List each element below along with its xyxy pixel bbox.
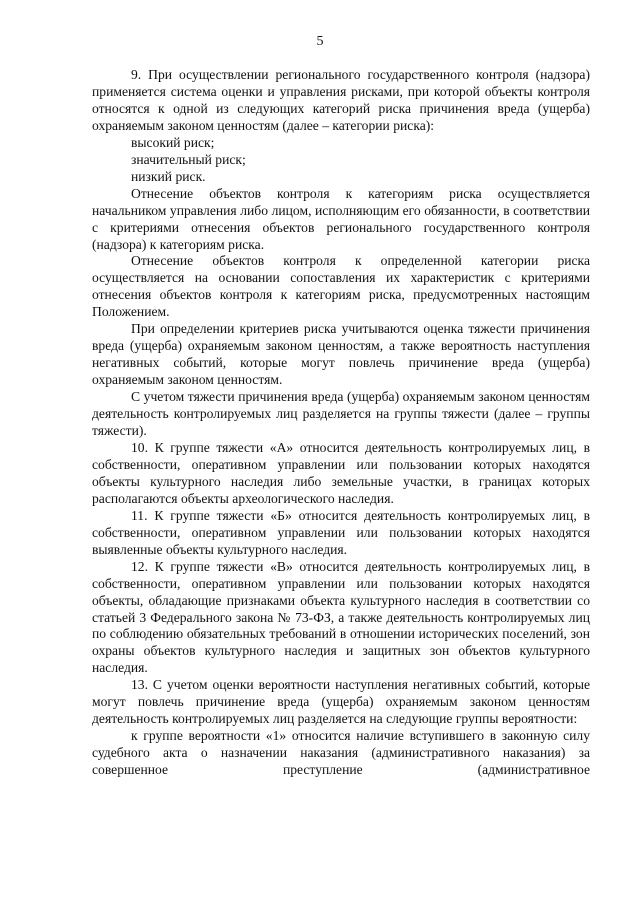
- paragraph-10-group-a: 10. К группе тяжести «А» относится деятельность контролируемых лиц, в собственности, оперативном управлении или пользовании которых находятся объекты культурного наследия либо земельные участки, в границах которых располагаются объекты археологического наследия.: [92, 439, 590, 506]
- page-number: 5: [316, 34, 324, 49]
- paragraph-12-group-v: 12. К группе тяжести «В» относится деятельность контролируемых лиц, в собственности, оперативном управлении или пользовании которых находятся объекты, обладающие признаками объекта культурного наследия в соответствии со статьей 3 Федерального закона № 73-ФЗ, а также деятельность контролируемых лиц по соблюдению обязательных требований в отношении исторических поселений, зон охраны объектов культурного наследия и защитных зон объектов культурного наследия.: [92, 558, 590, 676]
- list-item-high-risk: высокий риск;: [131, 134, 215, 150]
- paragraph-risk-criteria: При определении критериев риска учитываются оценка тяжести причинения вреда (ущерба) охраняемым законом ценностям, а также вероятность наступления негативных событий, которые могут повлечь причинение вреда (ущерба) охраняемым законом ценностям.: [92, 321, 590, 388]
- paragraph-risk-assignment: Отнесение объектов контроля к категориям риска осуществляется начальником управления либо лицом, исполняющим его обязанности, в соответствии с критериями отнесения объектов регионального государственного контроля (надзора) к категориям риска.: [92, 185, 590, 252]
- paragraph-probability-group-1: к группе вероятности «1» относится наличие вступившего в законную силу судебного акта о назначении наказания (административного наказания) за совершенное преступление (административное: [92, 728, 590, 778]
- paragraph-13-probability-groups: 13. С учетом оценки вероятности наступления негативных событий, которые могут повлечь причинение вреда (ущерба) охраняемым законом ценностям деятельность контролируемых лиц разделяется на следующие группы вероятности:: [92, 677, 590, 727]
- body-text: [92, 67, 590, 779]
- list-item-significant-risk: значительный риск;: [131, 151, 246, 167]
- paragraph-9-risk-system: 9. При осуществлении регионального государственного контроля (надзора) применяется система оценки и управления рисками, при которой объекты контроля относятся к одной из следующих категорий риска причинения вреда (ущерба) охраняемым законом ценностям (далее – категории риска):: [92, 67, 590, 133]
- list-item-low-risk: низкий риск.: [131, 168, 206, 184]
- paragraph-11-group-b: 11. К группе тяжести «Б» относится деятельность контролируемых лиц, в собственности, оперативном управлении или пользовании которых находятся выявленные объекты культурного наследия.: [92, 507, 590, 557]
- paragraph-risk-category: Отнесение объектов контроля к определенной категории риска осуществляется на основании сопоставления их характеристик с критериями отнесения объектов контроля к категориям риска, предусмотренных настоящим Положением.: [92, 253, 590, 320]
- paragraph-severity-groups: С учетом тяжести причинения вреда (ущерба) охраняемым законом ценностям деятельность контролируемых лиц разделяется на группы тяжести (далее – группы тяжести).: [92, 389, 590, 439]
